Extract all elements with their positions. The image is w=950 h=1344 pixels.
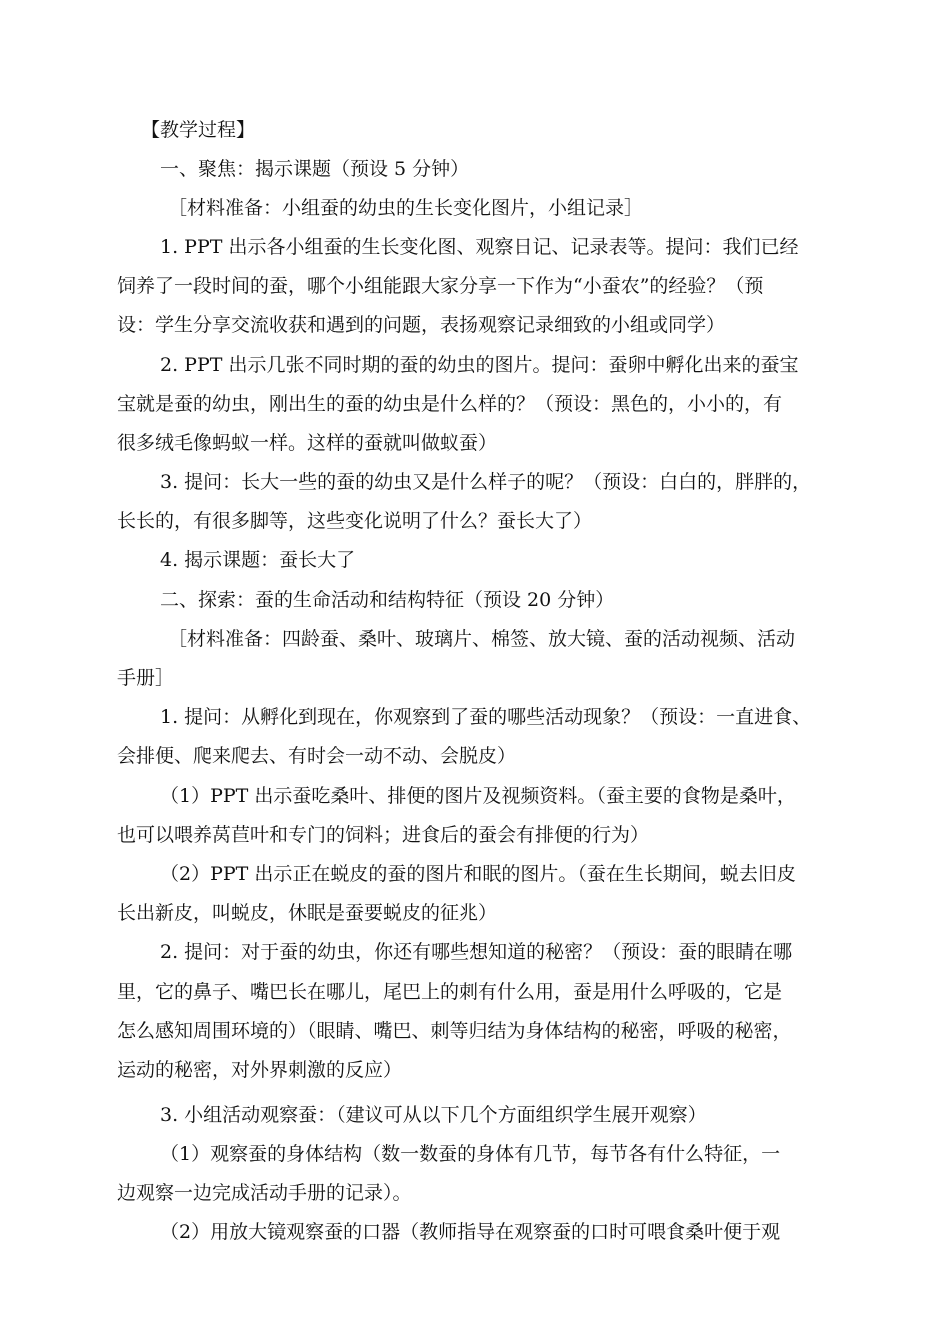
paragraph-line: （2）用放大镜观察蚕的口器（教师指导在观察蚕的口时可喂食桑叶便于观 bbox=[160, 1221, 781, 1243]
paragraph-line: （1）观察蚕的身体结构（数一数蚕的身体有几节，每节各有什么特征，一 bbox=[160, 1143, 781, 1165]
paragraph-line: 里，它的鼻子、嘴巴长在哪儿，尾巴上的刺有什么用，蚕是用什么呼吸的，它是 bbox=[117, 981, 783, 1003]
paragraph-line: 长出新皮，叫蜕皮，休眠是蚕要蜕皮的征兆） bbox=[117, 902, 498, 924]
paragraph-line: 2. PPT 出示几张不同时期的蚕的幼虫的图片。提问：蚕卵中孵化出来的蚕宝 bbox=[160, 354, 799, 376]
materials-note: ［材料准备：小组蚕的幼虫的生长变化图片，小组记录］ bbox=[168, 197, 644, 219]
subsection-heading: 二、探索：蚕的生命活动和结构特征（预设 20 分钟） bbox=[160, 589, 615, 611]
paragraph-line: 长长的，有很多脚等，这些变化说明了什么？蚕长大了） bbox=[117, 510, 593, 532]
paragraph-line: 1. 提问：从孵化到现在，你观察到了蚕的哪些活动现象？（预设：一直进食、 bbox=[160, 706, 812, 728]
paragraph-line: 2. 提问：对于蚕的幼虫，你还有哪些想知道的秘密？（预设：蚕的眼睛在哪 bbox=[160, 941, 793, 963]
paragraph-line: 饲养了一段时间的蚕，哪个小组能跟大家分享一下作为“小蚕农”的经验？（预 bbox=[117, 275, 764, 297]
paragraph-line: 运动的秘密，对外界刺激的反应） bbox=[117, 1059, 403, 1081]
paragraph-line: 怎么感知周围环境的）（眼睛、嘴巴、刺等归结为身体结构的秘密，呼吸的秘密， bbox=[117, 1020, 792, 1042]
paragraph-line: 会排便、爬来爬去、有时会一动不动、会脱皮） bbox=[117, 745, 517, 767]
paragraph-line: （1）PPT 出示蚕吃桑叶、排便的图片及视频资料。（蚕主要的食物是桑叶， bbox=[160, 785, 796, 807]
section-heading: 【教学过程】 bbox=[141, 119, 256, 141]
paragraph-line: 很多绒毛像蚂蚁一样。这样的蚕就叫做蚁蚕） bbox=[117, 432, 498, 454]
materials-note: 手册］ bbox=[117, 667, 175, 689]
paragraph-line: 1. PPT 出示各小组蚕的生长变化图、观察日记、记录表等。提问：我们已经 bbox=[160, 236, 799, 258]
paragraph-line: 设：学生分享交流收获和遇到的问题，表扬观察记录细致的小组或同学） bbox=[117, 314, 726, 336]
paragraph-line: 也可以喂养莴苣叶和专门的饲料；进食后的蚕会有排便的行为） bbox=[117, 824, 650, 846]
materials-note: ［材料准备：四龄蚕、桑叶、玻璃片、棉签、放大镜、蚕的活动视频、活动 bbox=[168, 628, 796, 650]
paragraph-line: 4. 揭示课题：蚕长大了 bbox=[160, 549, 356, 571]
paragraph-line: 边观察一边完成活动手册的记录）。 bbox=[117, 1182, 412, 1204]
subsection-heading: 一、聚焦：揭示课题（预设 5 分钟） bbox=[160, 158, 470, 180]
paragraph-line: 3. 提问：长大一些的蚕的幼虫又是什么样子的呢？（预设：白白的，胖胖的， bbox=[160, 471, 812, 493]
paragraph-line: 3. 小组活动观察蚕：（建议可从以下几个方面组织学生展开观察） bbox=[160, 1104, 707, 1126]
paragraph-line: （2）PPT 出示正在蜕皮的蚕的图片和眠的图片。（蚕在生长期间，蜕去旧皮 bbox=[160, 863, 796, 885]
paragraph-line: 宝就是蚕的幼虫，刚出生的蚕的幼虫是什么样的？（预设：黑色的，小小的，有 bbox=[117, 393, 783, 415]
